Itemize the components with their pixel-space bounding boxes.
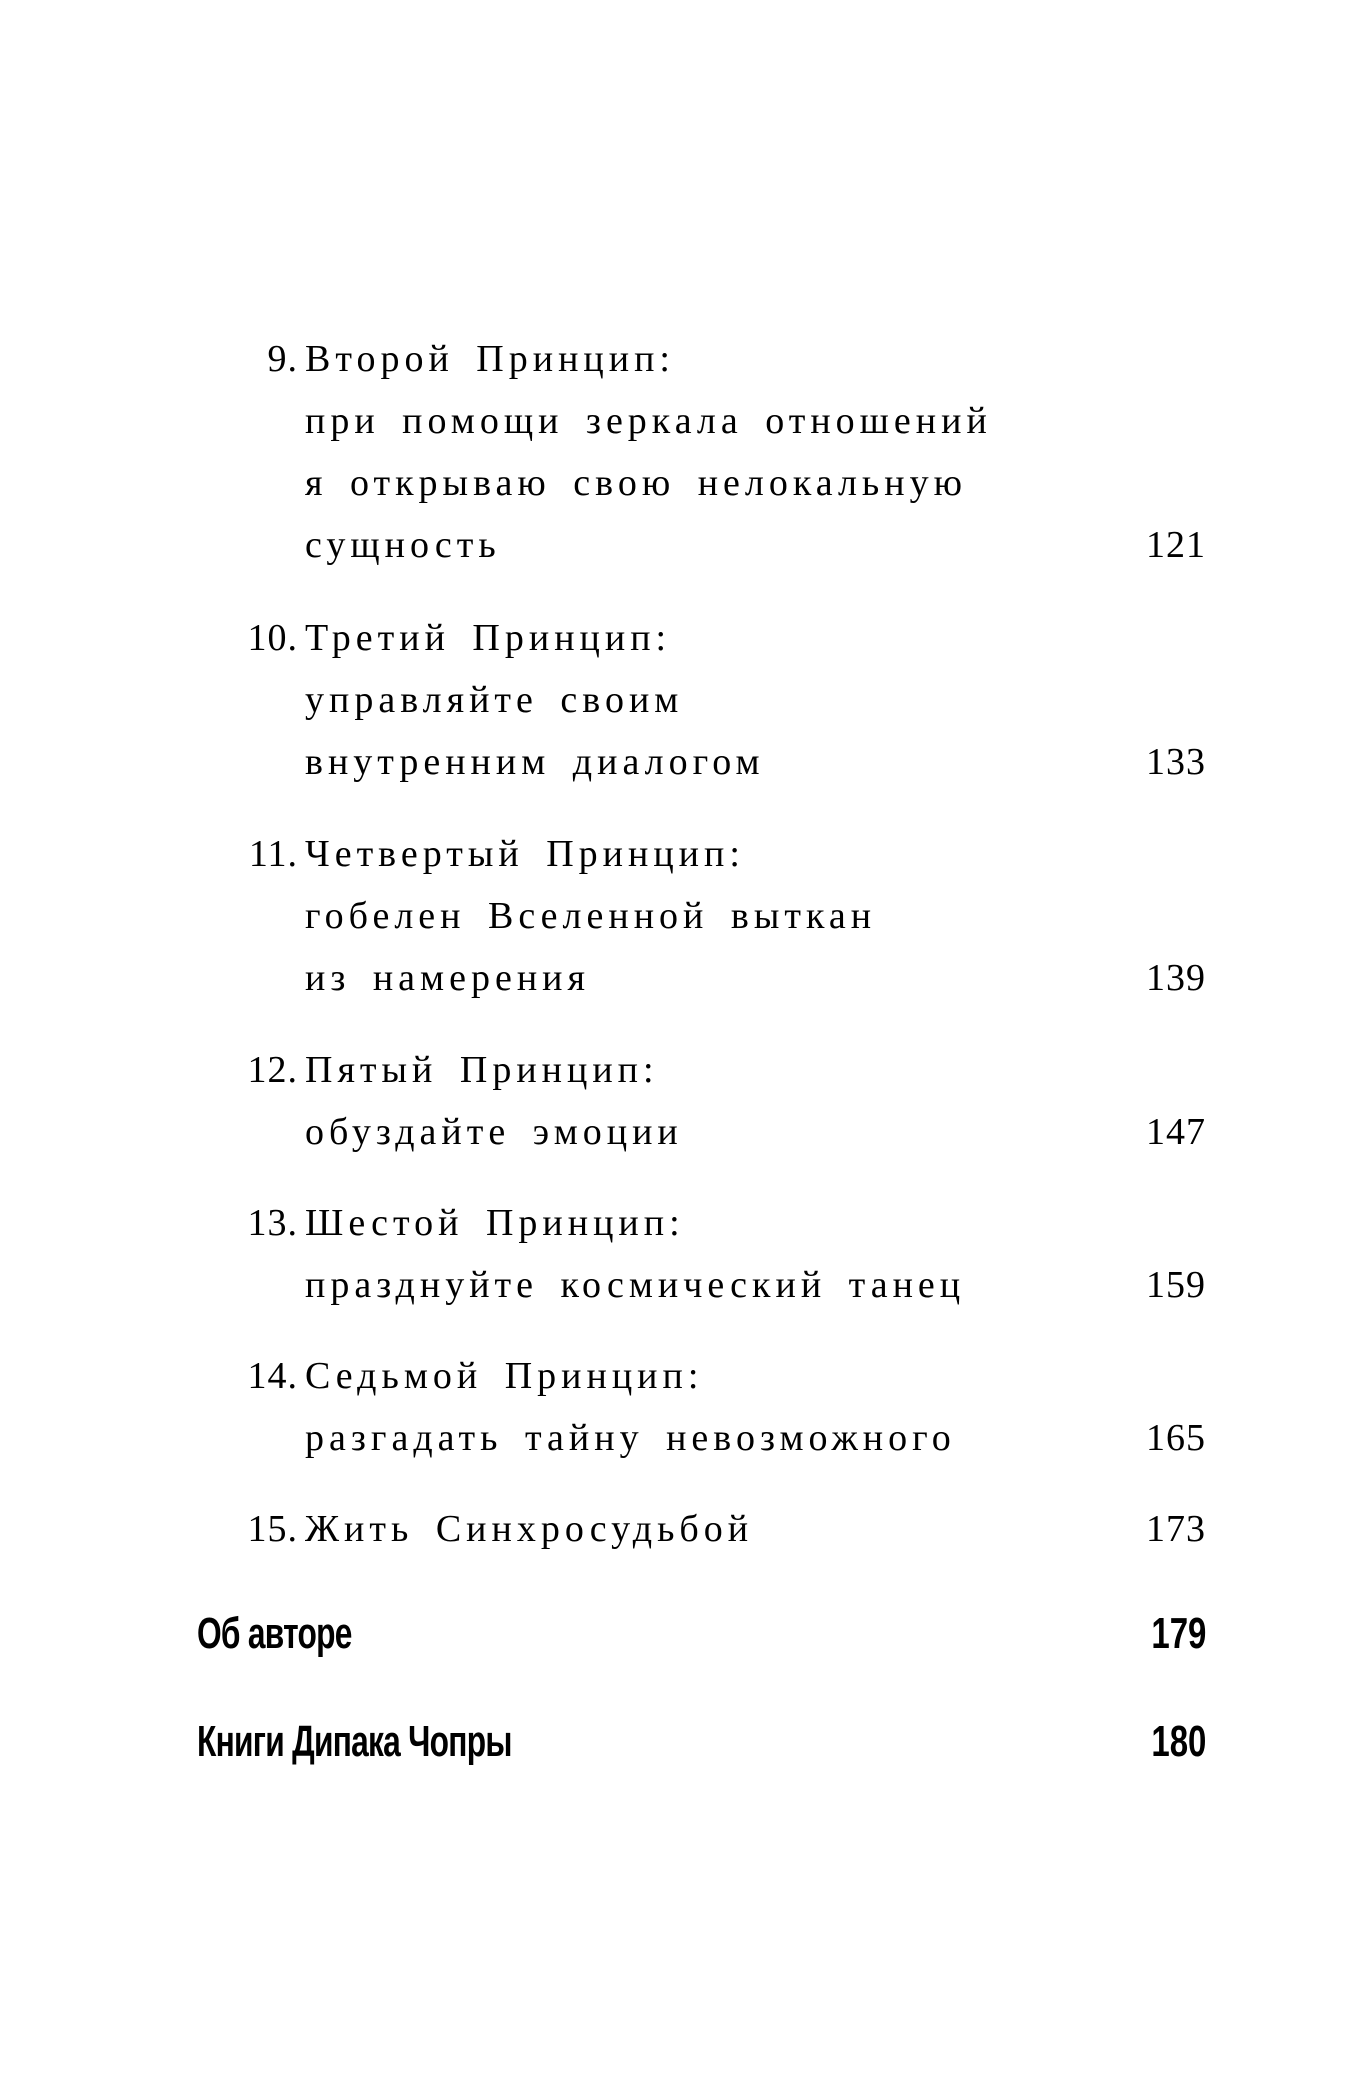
entry-page-number: 133 (1146, 741, 1206, 783)
back-matter-title: Об авторе (197, 1609, 352, 1658)
entry-subtitle-line: празднуйте космический танец (305, 1264, 966, 1306)
entry-subtitle-line: сущность (305, 524, 501, 566)
entry-page-number: 159 (1146, 1264, 1206, 1306)
entry-subtitle-line: разгадать тайну невозможного (305, 1417, 956, 1459)
entry-number: 10. (247, 617, 298, 659)
back-matter-title: Книги Дипака Чопры (197, 1717, 512, 1766)
entry-subtitle-line: управляйте своим (305, 679, 684, 721)
entry-title: Второй Принцип: (305, 338, 675, 380)
entry-number: 11. (248, 833, 298, 875)
entry-subtitle-line: гобелен Вселенной выткан (305, 895, 877, 937)
entry-number: 12. (247, 1049, 298, 1091)
entry-page-number: 165 (1146, 1417, 1206, 1459)
entry-title: Седьмой Принцип: (305, 1355, 704, 1397)
entry-number: 13. (247, 1202, 298, 1244)
entry-page-number: 139 (1146, 957, 1206, 999)
entry-subtitle-line: я открываю свою нелокальную (305, 462, 967, 504)
entry-subtitle-line: внутренним диалогом (305, 741, 765, 783)
back-matter-page-number: 180 (1150, 1717, 1206, 1766)
entry-number: 15. (247, 1508, 298, 1550)
entry-page-number: 147 (1146, 1111, 1206, 1153)
entry-subtitle-line: из намерения (305, 957, 590, 999)
entry-subtitle-line: обуздайте эмоции (305, 1111, 683, 1153)
entry-number: 9. (267, 338, 298, 380)
entry-title: Пятый Принцип: (305, 1049, 659, 1091)
entry-title: Третий Принцип: (305, 617, 672, 659)
entry-title: Четвертый Принцип: (305, 833, 745, 875)
entry-number: 14. (247, 1355, 298, 1397)
entry-page-number: 121 (1146, 524, 1206, 566)
entry-subtitle-line: при помощи зеркала отношений (305, 400, 992, 442)
entry-page-number: 173 (1146, 1508, 1206, 1550)
entry-title: Жить Синхросудьбой (305, 1508, 754, 1550)
entry-title: Шестой Принцип: (305, 1202, 685, 1244)
back-matter-page-number: 179 (1150, 1609, 1206, 1658)
